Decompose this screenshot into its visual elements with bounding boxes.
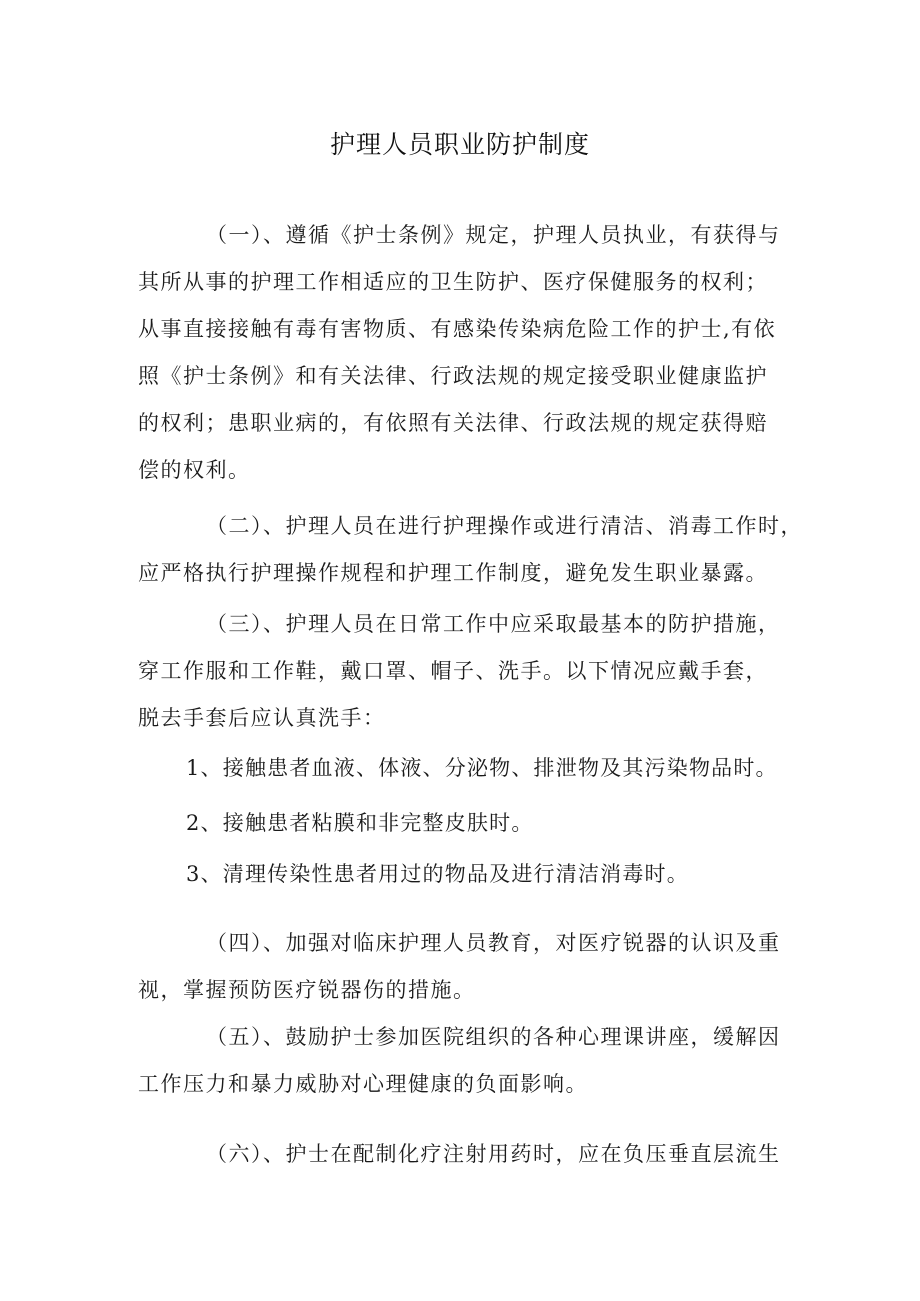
section-6-line-1: （六）、护士在配制化疗注射用药时，应在负压垂直层流生: [206, 1142, 781, 1166]
section-4-line-2: 视，掌握预防医疗锐器伤的措施。: [138, 978, 476, 1002]
page-title: 护理人员职业防护制度: [329, 130, 590, 159]
list-item: 2、接触患者粘膜和非完整皮肤时。: [186, 811, 534, 835]
section-1-line-2: 其所从事的护理工作相适应的卫生防护、医疗保健服务的权利；: [138, 270, 768, 294]
section-2: [138, 503, 803, 597]
section-1-line-1: （一）、遵循《护士条例》规定，护理人员执业，有获得与: [206, 223, 781, 247]
section-3-line-3: 脱去手套后应认真洗手：: [138, 706, 386, 730]
section-4-line-1: （四）、加强对临床护理人员教育，对医疗锐器的认识及重: [206, 931, 781, 955]
section-3-line-1: （三）、护理人员在日常工作中应采取最基本的防护措施，: [206, 612, 781, 636]
section-2-line-2: 应严格执行护理操作规程和护理工作制度，避免发生职业暴露。: [138, 561, 768, 585]
section-1-line-5: 的权利；患职业病的，有依照有关法律、行政法规的规定获得赔: [138, 411, 768, 435]
section-3-line-2: 穿工作服和工作鞋，戴口罩、帽子、洗手。以下情况应戴手套，: [138, 659, 768, 683]
section-4: [138, 920, 798, 1014]
section-2-line-1: （二）、护理人员在进行护理操作或进行清洁、消毒工作时，: [206, 514, 803, 538]
section-3: [138, 601, 798, 742]
section-5-line-1: （五）、鼓励护士参加医院组织的各种心理课讲座，缓解因: [206, 1025, 781, 1049]
section-6: [138, 1131, 798, 1178]
section-1-line-4: 照《护士条例》和有关法律、行政法规的规定接受职业健康监护: [138, 364, 768, 388]
list-item: 3、清理传染性患者用过的物品及进行清洁消毒时。: [186, 862, 689, 886]
section-5-line-2: 工作压力和暴力威胁对心理健康的负面影响。: [138, 1072, 588, 1096]
section-1: [138, 212, 798, 494]
section-5: [138, 1014, 798, 1108]
section-1-line-6: 偿的权利。: [138, 458, 251, 482]
list-item: 1、接触患者血液、体液、分泌物、排泄物及其污染物品时。: [186, 756, 778, 780]
section-1-line-3: 从事直接接触有毒有害物质、有感染传染病危险工作的护士,有依: [138, 317, 777, 341]
